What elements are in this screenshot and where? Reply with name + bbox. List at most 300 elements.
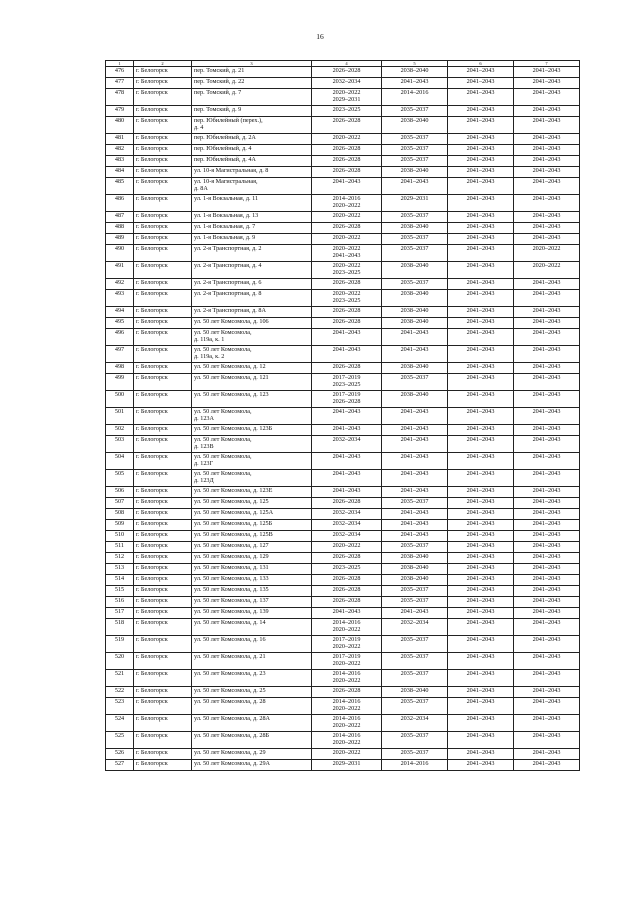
period-cell-col6 <box>448 531 514 542</box>
period-cell-col5 <box>382 687 448 698</box>
period-cell-col7-line: 2041–2043 <box>532 346 561 353</box>
period-cell-col7 <box>514 498 580 509</box>
address-cell <box>192 307 312 318</box>
row-number-cell: 527 <box>106 760 134 771</box>
period-cell-col6-line: 2041–2043 <box>466 608 495 615</box>
address-cell <box>192 586 312 597</box>
period-cell-col7-line: 2041–2043 <box>532 575 561 582</box>
period-cell-col5 <box>382 212 448 223</box>
period-cell-col6 <box>448 408 514 425</box>
city-cell: г. Белогорск <box>134 653 192 670</box>
address-cell-line: ул. 50 лет Комсомола, д. 28А <box>194 715 271 722</box>
table-row <box>106 195 580 212</box>
period-cell-col4-line: 2014–2016 <box>332 715 361 722</box>
city-cell: г. Белогорск <box>134 732 192 749</box>
table-row <box>106 487 580 498</box>
table-row <box>106 425 580 436</box>
row-number-cell: 521 <box>106 670 134 687</box>
period-cell-col5 <box>382 374 448 391</box>
period-cell-col6-line: 2041–2043 <box>466 586 495 593</box>
period-cell-col6-line: 2041–2043 <box>466 732 495 739</box>
period-cell-col4 <box>312 78 382 89</box>
address-cell-line: ул. 50 лет Комсомола, д. 129 <box>194 553 269 560</box>
row-number-cell: 524 <box>106 715 134 732</box>
city-cell: г. Белогорск <box>134 223 192 234</box>
period-cell-col4-line: 2026–2028 <box>332 117 361 124</box>
period-cell-col7 <box>514 520 580 531</box>
period-cell-col6 <box>448 687 514 698</box>
address-cell <box>192 575 312 586</box>
period-cell-col6-line: 2041–2043 <box>466 597 495 604</box>
table-row <box>106 597 580 608</box>
period-cell-col4 <box>312 608 382 619</box>
period-cell-col7 <box>514 318 580 329</box>
address-cell <box>192 520 312 531</box>
period-cell-col7 <box>514 290 580 307</box>
city-cell: г. Белогорск <box>134 597 192 608</box>
period-cell-col7-line: 2041–2043 <box>532 425 561 432</box>
period-cell-col6 <box>448 117 514 134</box>
row-number-cell: 488 <box>106 223 134 234</box>
row-number-cell: 513 <box>106 564 134 575</box>
period-cell-col6 <box>448 391 514 408</box>
period-cell-col6-line: 2041–2043 <box>466 212 495 219</box>
period-cell-col4 <box>312 509 382 520</box>
address-cell <box>192 760 312 771</box>
city-cell: г. Белогорск <box>134 279 192 290</box>
city-cell: г. Белогорск <box>134 212 192 223</box>
address-cell <box>192 363 312 374</box>
row-number-cell: 495 <box>106 318 134 329</box>
table-row <box>106 619 580 636</box>
address-cell <box>192 608 312 619</box>
period-cell-col6-line: 2041–2043 <box>466 363 495 370</box>
period-cell-col6-line: 2041–2043 <box>466 67 495 74</box>
period-cell-col6 <box>448 564 514 575</box>
city-cell: г. Белогорск <box>134 749 192 760</box>
table-row <box>106 575 580 586</box>
period-cell-col7 <box>514 470 580 487</box>
table-row <box>106 670 580 687</box>
row-number-cell: 497 <box>106 346 134 363</box>
row-number-cell: 519 <box>106 636 134 653</box>
address-cell-line: ул. 50 лет Комсомола, д. 125Б <box>194 520 273 527</box>
address-cell-line: д. 119а, к. 2 <box>194 353 225 361</box>
period-cell-col6-line: 2041–2043 <box>466 223 495 230</box>
city-cell: г. Белогорск <box>134 117 192 134</box>
period-cell-col7 <box>514 195 580 212</box>
table-row <box>106 346 580 363</box>
row-number-cell: 483 <box>106 156 134 167</box>
period-cell-col4 <box>312 715 382 732</box>
period-cell-col7-line: 2041–2043 <box>532 619 561 626</box>
period-cell-col7 <box>514 564 580 575</box>
period-cell-col7-line: 2041–2043 <box>532 698 561 705</box>
table-row <box>106 453 580 470</box>
address-cell-line: ул. 50 лет Комсомола, д. 135 <box>194 586 269 593</box>
period-cell-col6-line: 2041–2043 <box>466 575 495 582</box>
period-cell-col7 <box>514 509 580 520</box>
period-cell-col5 <box>382 760 448 771</box>
period-cell-col4-line: 2026–2028 <box>332 575 361 582</box>
table-row <box>106 262 580 279</box>
table-row <box>106 374 580 391</box>
table-row <box>106 245 580 262</box>
period-cell-col5-line: 2041–2043 <box>400 78 429 85</box>
city-cell: г. Белогорск <box>134 346 192 363</box>
column-number: 5 <box>382 61 448 67</box>
period-cell-col6 <box>448 145 514 156</box>
address-cell-line: ул. 50 лет Комсомола, <box>194 329 252 336</box>
period-cell-col7 <box>514 597 580 608</box>
period-cell-col4 <box>312 279 382 290</box>
column-number: 1 <box>106 61 134 67</box>
address-cell-line: ул. 50 лет Комсомола, д. 125В <box>194 531 273 538</box>
period-cell-col5-line: 2041–2043 <box>400 178 429 185</box>
address-cell-line: ул. 50 лет Комсомола, д. 21 <box>194 653 266 660</box>
period-cell-col7-line: 2041–2043 <box>532 542 561 549</box>
period-cell-col6 <box>448 167 514 178</box>
city-cell: г. Белогорск <box>134 542 192 553</box>
period-cell-col6 <box>448 553 514 564</box>
period-cell-col4-line: 2041–2043 <box>332 252 361 260</box>
period-cell-col7-line: 2041–2043 <box>532 509 561 516</box>
period-cell-col6 <box>448 245 514 262</box>
row-number-cell: 490 <box>106 245 134 262</box>
period-cell-col7-line: 2041–2043 <box>532 106 561 113</box>
period-cell-col5-line: 2029–2031 <box>400 195 429 202</box>
housing-schedule-table <box>105 60 580 771</box>
period-cell-col6 <box>448 715 514 732</box>
period-cell-col4 <box>312 134 382 145</box>
period-cell-col5-line: 2041–2043 <box>400 520 429 527</box>
period-cell-col5 <box>382 531 448 542</box>
table-row <box>106 307 580 318</box>
period-cell-col7-line: 2041–2043 <box>532 67 561 74</box>
period-cell-col4 <box>312 178 382 195</box>
table-row <box>106 290 580 307</box>
period-cell-col4 <box>312 363 382 374</box>
period-cell-col4-line: 2026–2028 <box>332 156 361 163</box>
row-number-cell: 494 <box>106 307 134 318</box>
address-cell-line: ул. 50 лет Комсомола, д. 127 <box>194 542 269 549</box>
period-cell-col5 <box>382 542 448 553</box>
period-cell-col4-line: 2041–2043 <box>332 408 361 415</box>
period-cell-col5 <box>382 262 448 279</box>
period-cell-col6-line: 2041–2043 <box>466 195 495 202</box>
period-cell-col4 <box>312 212 382 223</box>
address-cell-line: ул. 50 лет Комсомола, д. 23 <box>194 670 266 677</box>
period-cell-col4-line: 2020–2022 <box>332 245 361 252</box>
address-cell <box>192 145 312 156</box>
period-cell-col5-line: 2038–2040 <box>400 223 429 230</box>
period-cell-col7 <box>514 453 580 470</box>
period-cell-col5 <box>382 234 448 245</box>
period-cell-col7-line: 2041–2043 <box>532 307 561 314</box>
period-cell-col4-line: 2020–2022 <box>332 660 361 668</box>
period-cell-col6-line: 2041–2043 <box>466 78 495 85</box>
period-cell-col4-line: 2023–2025 <box>332 381 361 389</box>
period-cell-col4-line: 2020–2022 <box>332 643 361 651</box>
period-cell-col7 <box>514 586 580 597</box>
period-cell-col5 <box>382 586 448 597</box>
table-row <box>106 145 580 156</box>
period-cell-col5-line: 2032–2034 <box>400 715 429 722</box>
address-cell-line: ул. 50 лет Комсомола, д. 28 <box>194 698 266 705</box>
period-cell-col5-line: 2035–2037 <box>400 156 429 163</box>
period-cell-col4-line: 2041–2043 <box>332 329 361 336</box>
period-cell-col5 <box>382 178 448 195</box>
city-cell: г. Белогорск <box>134 374 192 391</box>
period-cell-col7-line: 2041–2043 <box>532 760 561 767</box>
period-cell-col4-line: 2017–2019 <box>332 391 361 398</box>
period-cell-col4-line: 2020–2022 <box>332 202 361 210</box>
period-cell-col6 <box>448 329 514 346</box>
period-cell-col6 <box>448 653 514 670</box>
period-cell-col4-line: 2020–2022 <box>332 290 361 297</box>
period-cell-col6-line: 2041–2043 <box>466 279 495 286</box>
period-cell-col5-line: 2035–2037 <box>400 374 429 381</box>
period-cell-col4-line: 2017–2019 <box>332 636 361 643</box>
period-cell-col4-line: 2032–2034 <box>332 78 361 85</box>
period-cell-col4 <box>312 542 382 553</box>
period-cell-col4-line: 2032–2034 <box>332 509 361 516</box>
period-cell-col4-line: 2020–2022 <box>332 542 361 549</box>
period-cell-col6-line: 2041–2043 <box>466 531 495 538</box>
row-number-cell: 489 <box>106 234 134 245</box>
period-cell-col6 <box>448 636 514 653</box>
period-cell-col5-line: 2038–2040 <box>400 290 429 297</box>
table-row <box>106 564 580 575</box>
period-cell-col5-line: 2035–2037 <box>400 245 429 252</box>
period-cell-col5 <box>382 329 448 346</box>
address-cell <box>192 436 312 453</box>
period-cell-col6 <box>448 732 514 749</box>
period-cell-col4 <box>312 195 382 212</box>
period-cell-col7 <box>514 619 580 636</box>
period-cell-col5 <box>382 425 448 436</box>
period-cell-col5-line: 2035–2037 <box>400 670 429 677</box>
period-cell-col5 <box>382 167 448 178</box>
period-cell-col4-line: 2026–2028 <box>332 279 361 286</box>
period-cell-col6-line: 2041–2043 <box>466 636 495 643</box>
period-cell-col4-line: 2014–2016 <box>332 195 361 202</box>
row-number-cell: 504 <box>106 453 134 470</box>
period-cell-col5 <box>382 363 448 374</box>
period-cell-col6 <box>448 307 514 318</box>
period-cell-col7-line: 2041–2043 <box>532 608 561 615</box>
city-cell: г. Белогорск <box>134 436 192 453</box>
period-cell-col4-line: 2020–2022 <box>332 212 361 219</box>
address-cell-line: ул. 10-я Магистральная, <box>194 178 258 185</box>
address-cell-line: ул. 2-я Транспортная, д. 6 <box>194 279 262 286</box>
period-cell-col4 <box>312 564 382 575</box>
period-cell-col4 <box>312 307 382 318</box>
address-cell-line: ул. 50 лет Комсомола, д. 29А <box>194 760 271 767</box>
period-cell-col4-line: 2026–2028 <box>332 307 361 314</box>
row-number-cell: 482 <box>106 145 134 156</box>
period-cell-col7 <box>514 542 580 553</box>
period-cell-col4-line: 2026–2028 <box>332 145 361 152</box>
period-cell-col7 <box>514 363 580 374</box>
period-cell-col7-line: 2041–2043 <box>532 653 561 660</box>
period-cell-col5 <box>382 106 448 117</box>
table-row <box>106 653 580 670</box>
period-cell-col7-line: 2041–2043 <box>532 520 561 527</box>
address-cell-line: ул. 50 лет Комсомола, д. 139 <box>194 608 269 615</box>
period-cell-col7 <box>514 156 580 167</box>
period-cell-col7-line: 2041–2043 <box>532 195 561 202</box>
address-cell-line: ул. 50 лет Комсомола, д. 28Б <box>194 732 270 739</box>
period-cell-col7-line: 2041–2043 <box>532 553 561 560</box>
period-cell-col6-line: 2041–2043 <box>466 318 495 325</box>
address-cell <box>192 195 312 212</box>
table-row <box>106 687 580 698</box>
period-cell-col7-line: 2041–2043 <box>532 715 561 722</box>
period-cell-col4-line: 2026–2028 <box>332 67 361 74</box>
period-cell-col6-line: 2041–2043 <box>466 487 495 494</box>
address-cell-line: ул. 50 лет Комсомола, д. 14 <box>194 619 266 626</box>
address-cell <box>192 425 312 436</box>
address-cell-line: ул. 50 лет Комсомола, д. 125А <box>194 509 274 516</box>
row-number-cell: 491 <box>106 262 134 279</box>
period-cell-col4 <box>312 636 382 653</box>
address-cell-line: ул. 50 лет Комсомола, <box>194 470 252 477</box>
period-cell-col4-line: 2014–2016 <box>332 619 361 626</box>
address-cell-line: ул. 2-я Транспортная, д. 4 <box>194 262 262 269</box>
address-cell-line: ул. 50 лет Комсомола, д. 16 <box>194 636 266 643</box>
period-cell-col7 <box>514 653 580 670</box>
period-cell-col6-line: 2041–2043 <box>466 245 495 252</box>
period-cell-col5-line: 2038–2040 <box>400 687 429 694</box>
row-number-cell: 484 <box>106 167 134 178</box>
period-cell-col7 <box>514 436 580 453</box>
row-number-cell: 502 <box>106 425 134 436</box>
period-cell-col5 <box>382 498 448 509</box>
period-cell-col4-line: 2041–2043 <box>332 346 361 353</box>
period-cell-col4 <box>312 619 382 636</box>
period-cell-col4-line: 2026–2028 <box>332 223 361 230</box>
period-cell-col7 <box>514 553 580 564</box>
row-number-cell: 511 <box>106 542 134 553</box>
period-cell-col4 <box>312 597 382 608</box>
period-cell-col5 <box>382 553 448 564</box>
period-cell-col5-line: 2035–2037 <box>400 145 429 152</box>
period-cell-col5-line: 2035–2037 <box>400 749 429 756</box>
city-cell: г. Белогорск <box>134 586 192 597</box>
city-cell: г. Белогорск <box>134 608 192 619</box>
city-cell: г. Белогорск <box>134 687 192 698</box>
period-cell-col5 <box>382 245 448 262</box>
city-cell: г. Белогорск <box>134 470 192 487</box>
table-row <box>106 223 580 234</box>
table-row <box>106 498 580 509</box>
row-number-cell: 516 <box>106 597 134 608</box>
city-cell: г. Белогорск <box>134 553 192 564</box>
period-cell-col4 <box>312 374 382 391</box>
period-cell-col4 <box>312 436 382 453</box>
row-number-cell: 492 <box>106 279 134 290</box>
row-number-cell: 499 <box>106 374 134 391</box>
period-cell-col4-line: 2026–2028 <box>332 318 361 325</box>
period-cell-col4 <box>312 234 382 245</box>
table-row <box>106 67 580 78</box>
row-number-cell: 487 <box>106 212 134 223</box>
period-cell-col4 <box>312 470 382 487</box>
period-cell-col5 <box>382 436 448 453</box>
address-cell <box>192 653 312 670</box>
period-cell-col6-line: 2041–2043 <box>466 329 495 336</box>
period-cell-col5 <box>382 597 448 608</box>
period-cell-col5 <box>382 346 448 363</box>
table-row <box>106 279 580 290</box>
row-number-cell: 498 <box>106 363 134 374</box>
row-number-cell: 476 <box>106 67 134 78</box>
table-row <box>106 586 580 597</box>
period-cell-col5 <box>382 653 448 670</box>
address-cell <box>192 245 312 262</box>
period-cell-col7 <box>514 134 580 145</box>
address-cell <box>192 212 312 223</box>
table-row <box>106 732 580 749</box>
period-cell-col7 <box>514 145 580 156</box>
address-cell <box>192 470 312 487</box>
city-cell: г. Белогорск <box>134 67 192 78</box>
city-cell: г. Белогорск <box>134 760 192 771</box>
period-cell-col7 <box>514 575 580 586</box>
address-cell-line: ул. 50 лет Комсомола, <box>194 408 252 415</box>
period-cell-col5-line: 2038–2040 <box>400 307 429 314</box>
row-number-cell: 477 <box>106 78 134 89</box>
period-cell-col7-line: 2041–2043 <box>532 687 561 694</box>
table-row <box>106 542 580 553</box>
period-cell-col4-line: 2026–2028 <box>332 597 361 604</box>
address-cell-line: д. 4 <box>194 124 204 132</box>
row-number-cell: 512 <box>106 553 134 564</box>
period-cell-col7 <box>514 425 580 436</box>
city-cell: г. Белогорск <box>134 307 192 318</box>
period-cell-col7-line: 2041–2043 <box>532 470 561 477</box>
period-cell-col5-line: 2035–2037 <box>400 636 429 643</box>
period-cell-col4 <box>312 156 382 167</box>
address-cell-line: ул. 50 лет Комсомола, д. 123Б <box>194 425 273 432</box>
period-cell-col7 <box>514 307 580 318</box>
period-cell-col5-line: 2041–2043 <box>400 436 429 443</box>
address-cell-line: ул. 10-я Магистральная, д. 8 <box>194 167 269 174</box>
period-cell-col7-line: 2041–2043 <box>532 363 561 370</box>
period-cell-col5 <box>382 134 448 145</box>
table-row <box>106 134 580 145</box>
table-row <box>106 408 580 425</box>
address-cell-line: ул. 50 лет Комсомола, д. 106 <box>194 318 269 325</box>
row-number-cell: 505 <box>106 470 134 487</box>
city-cell: г. Белогорск <box>134 408 192 425</box>
city-cell: г. Белогорск <box>134 520 192 531</box>
period-cell-col5-line: 2035–2037 <box>400 234 429 241</box>
period-cell-col6-line: 2041–2043 <box>466 307 495 314</box>
period-cell-col4 <box>312 262 382 279</box>
address-cell <box>192 698 312 715</box>
period-cell-col7-line: 2041–2043 <box>532 436 561 443</box>
period-cell-col5 <box>382 453 448 470</box>
city-cell: г. Белогорск <box>134 262 192 279</box>
city-cell: г. Белогорск <box>134 145 192 156</box>
column-number: 3 <box>192 61 312 67</box>
period-cell-col6-line: 2041–2043 <box>466 520 495 527</box>
address-cell-line: д. 123В <box>194 443 214 451</box>
period-cell-col6-line: 2041–2043 <box>466 167 495 174</box>
period-cell-col5 <box>382 520 448 531</box>
